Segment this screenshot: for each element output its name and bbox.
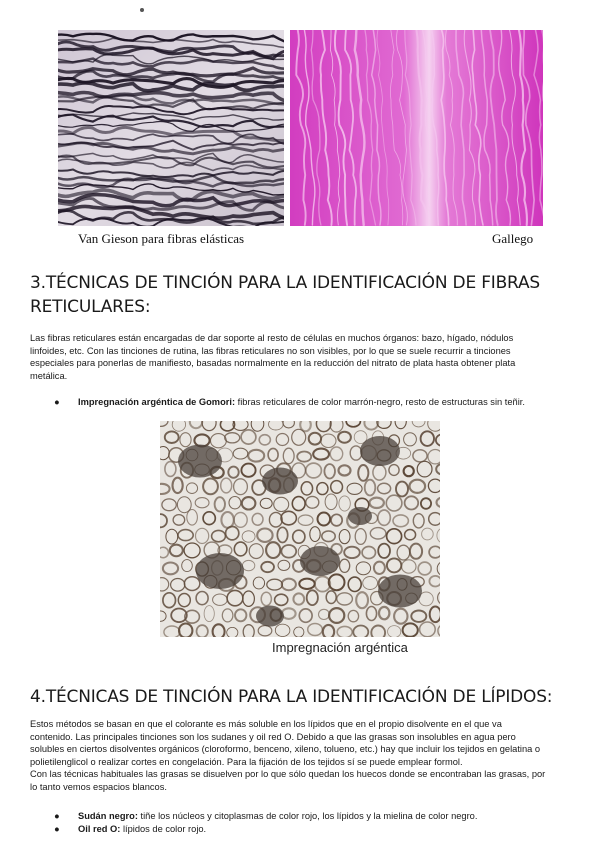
- texture-blob: [348, 507, 372, 525]
- bullet-term: Oil red O:: [78, 824, 121, 834]
- van-gieson-caption: Van Gieson para fibras elásticas: [78, 231, 245, 246]
- section4-line: polietilenglicol o realizar cortes en congelación. Para la fijación de los tejidos sí se puede emplear formol.: [30, 756, 463, 767]
- bullet-oil-red: [54, 823, 207, 835]
- bullet-text: lípidos de color rojo.: [120, 824, 207, 834]
- texture-blob: [256, 606, 284, 627]
- texture-blob: [178, 445, 222, 478]
- argentic-image: [160, 421, 440, 637]
- bullet-dot: ●: [54, 397, 60, 407]
- texture-blob: [262, 468, 298, 495]
- texture-blob: [378, 575, 422, 608]
- gallego-image: [290, 30, 543, 226]
- top-mark: [140, 8, 144, 12]
- section4-heading: 4.TÉCNICAS DE TINCIÓN PARA LA IDENTIFICACIÓN DE LÍPIDOS:: [30, 687, 553, 707]
- bullet-gomori: [54, 396, 525, 408]
- section4-line: lo tanto vemos espacios blancos.: [30, 781, 167, 792]
- section3-line: especiales para ponerlas de manifiesto, basadas normalmente en la reducción del nitrato de plata hasta obtener plata: [30, 358, 516, 368]
- section3-paragraph: [30, 332, 575, 382]
- bullet-dot: ●: [54, 811, 60, 821]
- section3-line: Las fibras reticulares están encargadas de dar soporte al resto de células en muchos órganos: bazo, hígado, nódulos: [30, 333, 514, 343]
- section4-line: solubles en ciertos disolventes orgánicos (cloroformo, benceno, xileno, tolueno, etc.) hay que incluir los tejidos en gelatina o: [30, 744, 541, 754]
- section4-paragraph: [30, 718, 575, 793]
- section3-heading-line1: 3.TÉCNICAS DE TINCIÓN PARA LA IDENTIFICACIÓN DE FIBRAS: [30, 273, 540, 293]
- bullet-term: Impregnación argéntica de Gomori:: [78, 397, 236, 407]
- section3-heading-line2: RETICULARES:: [30, 297, 151, 317]
- section4-line: Estos métodos se basan en que el colorante es más soluble en los lípidos que en el propio disolvente en el que va: [30, 719, 502, 729]
- texture-blob: [360, 436, 400, 466]
- section3-heading: [30, 271, 590, 319]
- argentic-caption: Impregnación argéntica: [272, 640, 408, 655]
- gallego-caption: Gallego: [492, 231, 534, 246]
- bullet-text: tiñe los núcleos y citoplasmas de color rojo, los lípidos y la mielina de color negro.: [137, 811, 478, 821]
- section3-line: linfoides, etc. Con las tinciones de rutina, las fibras reticulares no son visibles, por lo que se suele recurrir a tinciones: [30, 345, 511, 356]
- bullet-term: Sudán negro:: [78, 811, 138, 821]
- texture-blob: [300, 546, 340, 576]
- section4-line: contenido. Las principales tinciones son los sudanes y oil red O. Debido a que las grasas son insolubles en agua pero: [30, 731, 516, 742]
- section4-line: Con las técnicas habituales las grasas se disuelven por lo que sólo quedan los huecos donde se encontraban las grasas, por: [30, 769, 546, 779]
- section3-line: metálica.: [30, 370, 68, 381]
- van-gieson-image: [58, 30, 284, 226]
- texture-blob: [196, 553, 244, 589]
- bullet-sudan: [54, 810, 478, 822]
- bullet-text: fibras reticulares de color marrón-negro, resto de estructuras sin teñir.: [235, 397, 525, 407]
- bullet-dot: ●: [54, 824, 60, 834]
